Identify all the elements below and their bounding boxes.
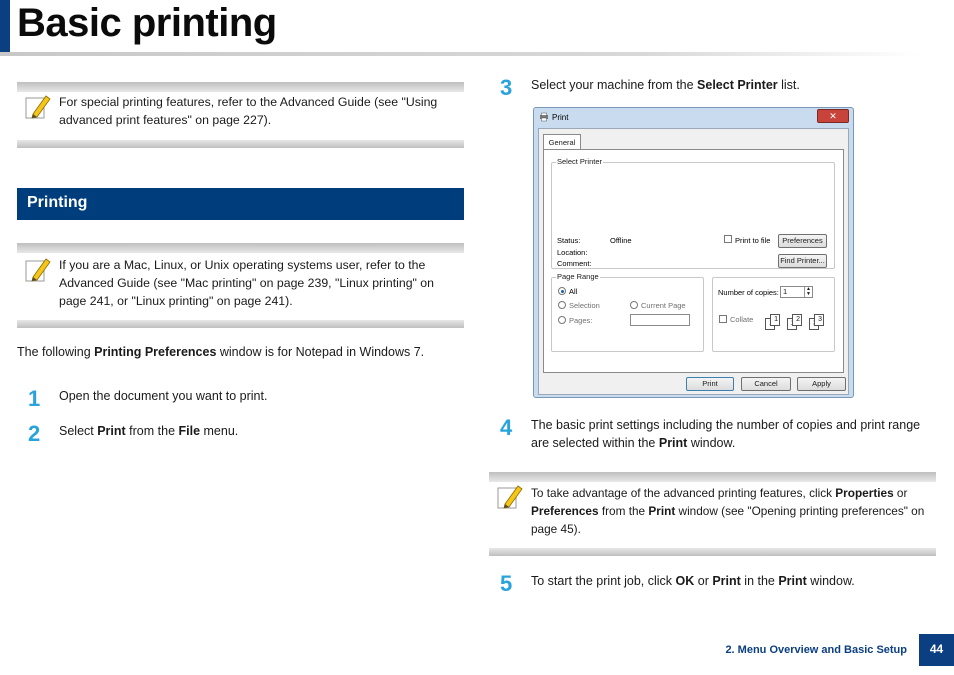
text-run: or	[694, 574, 713, 588]
note-top-bar	[17, 82, 464, 92]
note-box-os-users	[17, 243, 464, 328]
note-text	[531, 484, 936, 538]
find-printer-button[interactable]: Find Printer...	[778, 254, 827, 268]
print-button[interactable]: Print	[686, 377, 734, 391]
page-title: Basic printing	[17, 1, 277, 45]
group-label: Page Range	[557, 272, 599, 281]
text-run: window (see "Opening printing preferences" on page 45).	[531, 504, 925, 536]
print-to-file-label: Print to file	[735, 236, 771, 245]
bold-term: Print	[97, 424, 126, 438]
text-run: list.	[777, 78, 800, 92]
print-dialog	[533, 107, 854, 398]
apply-button[interactable]: Apply	[797, 377, 846, 391]
tab-general[interactable]: General	[543, 134, 581, 150]
bold-term: Properties	[835, 486, 894, 500]
text-run: in the	[740, 574, 779, 588]
note-box-advanced-guide	[17, 82, 464, 148]
group-label: Select Printer	[557, 157, 603, 166]
step-number: 3	[500, 75, 513, 100]
pages-input[interactable]	[630, 314, 690, 326]
text-run: from the	[598, 504, 649, 518]
text-run: menu.	[200, 424, 239, 438]
step-number: 1	[28, 386, 41, 411]
pencil-note-icon	[25, 92, 51, 122]
copies-group	[712, 277, 835, 352]
copies-label: Number of copies:	[718, 288, 779, 297]
status-label: Status:	[557, 236, 581, 245]
note-text: For special printing features, refer to the Advanced Guide (see "Using advanced print features" on page 227).	[59, 95, 438, 127]
dialog-close-button[interactable]: ✕	[817, 109, 849, 123]
collate-label: Collate	[730, 315, 754, 324]
section-title: Printing	[27, 194, 88, 211]
step-text	[59, 422, 459, 440]
pencil-note-icon	[25, 255, 51, 285]
note-bottom-bar	[17, 140, 464, 148]
page-number: 44	[919, 634, 954, 666]
copies-input[interactable]: 1	[780, 286, 813, 298]
copies-spinner[interactable]: ▲ ▼	[804, 287, 812, 297]
select-printer-group	[551, 157, 835, 269]
range-all-label: All	[569, 287, 578, 296]
title-divider	[0, 52, 920, 56]
footer-chapter-link[interactable]: 2. Menu Overview and Basic Setup	[725, 644, 907, 656]
bold-term: Print	[658, 436, 688, 450]
text-run: Select your machine from the	[531, 78, 698, 92]
pencil-note-icon	[497, 482, 523, 512]
note-bottom-bar	[17, 320, 464, 328]
bold-term: Select Printer	[697, 78, 778, 92]
note-bottom-bar	[489, 548, 936, 556]
range-current-label: Current Page	[641, 301, 686, 310]
note-text: If you are a Mac, Linux, or Unix operating systems user, refer to the Advanced Guide (see "Mac printing" on page 239, "Linux printing" on page 241, or "Linux printing" on page 241).	[59, 258, 434, 308]
print-to-file-checkbox[interactable]	[724, 235, 732, 243]
note-top-bar	[489, 472, 936, 482]
note-box-advanced-features	[489, 472, 936, 556]
printer-icon	[539, 112, 549, 122]
text-run: window.	[806, 574, 855, 588]
note-top-bar	[17, 243, 464, 253]
status-value: Offline	[610, 236, 632, 245]
bold-term: Print	[648, 504, 676, 518]
text-run: Open the document you want to print.	[59, 389, 268, 403]
step-number: 4	[500, 415, 513, 440]
range-selection-radio[interactable]	[558, 301, 566, 309]
dialog-body	[538, 128, 849, 395]
range-selection-label: Selection	[569, 301, 600, 310]
bold-term: Print	[712, 574, 741, 588]
title-accent-bar	[0, 0, 10, 52]
text-run: or	[893, 486, 908, 500]
section-header-printing	[17, 188, 464, 220]
intro-paragraph	[17, 343, 467, 361]
bold-term: OK	[675, 574, 695, 588]
step-text	[531, 76, 936, 94]
step-text	[531, 416, 936, 452]
text-run: Select	[59, 424, 98, 438]
collate-page-icon: 1	[770, 314, 780, 326]
intro-bold: Printing Preferences	[94, 345, 217, 359]
step-number: 2	[28, 421, 41, 446]
bold-term: File	[178, 424, 201, 438]
range-all-radio[interactable]	[558, 287, 566, 295]
page-range-group	[551, 272, 704, 352]
bold-term: Preferences	[531, 504, 599, 518]
step-text	[59, 387, 459, 405]
text-run: window.	[687, 436, 736, 450]
range-pages-radio[interactable]	[558, 316, 566, 324]
tab-panel-general	[543, 149, 844, 373]
intro-text: The following	[17, 345, 95, 359]
range-current-radio[interactable]	[630, 301, 638, 309]
text-run: To start the print job, click	[531, 574, 676, 588]
text-run: To take advantage of the advanced printing features, click	[531, 486, 836, 500]
collate-page-icon: 3	[814, 314, 824, 326]
preferences-button[interactable]: Preferences	[778, 234, 827, 248]
bold-term: Print	[778, 574, 807, 588]
text-run: from the	[125, 424, 179, 438]
collate-checkbox[interactable]	[719, 315, 727, 323]
text-run: The basic print settings including the number of copies and print range are selected within the	[531, 418, 921, 450]
step-text	[531, 572, 936, 590]
range-pages-label: Pages:	[569, 316, 593, 325]
cancel-button[interactable]: Cancel	[741, 377, 791, 391]
comment-label: Comment:	[557, 259, 592, 268]
intro-text-end: window is for Notepad in Windows 7.	[216, 345, 425, 359]
step-number: 5	[500, 571, 513, 596]
dialog-title: Print	[552, 113, 569, 122]
location-label: Location:	[557, 248, 588, 257]
collate-page-icon: 2	[792, 314, 802, 326]
